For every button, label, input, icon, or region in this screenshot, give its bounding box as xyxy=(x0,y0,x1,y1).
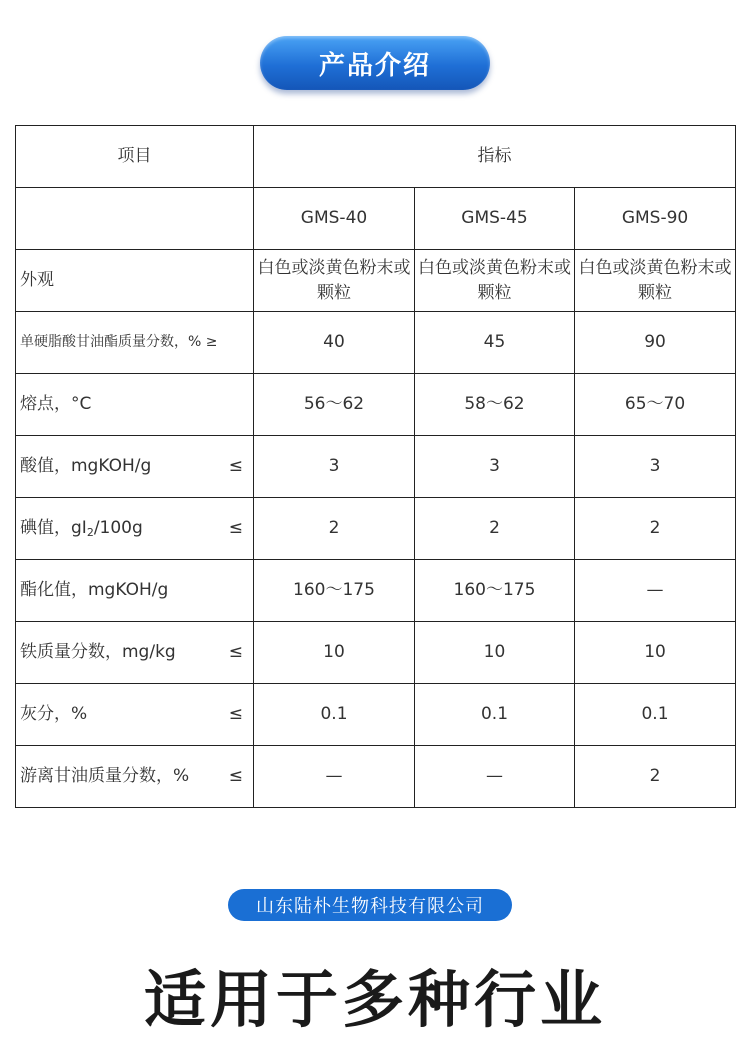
table-cell: 65～70 xyxy=(575,374,736,436)
row-label xyxy=(16,684,254,746)
row-label: 熔点，°C xyxy=(16,374,254,436)
col-header-item: 项目 xyxy=(16,126,254,188)
grade-row xyxy=(16,188,736,250)
table-row xyxy=(16,684,736,746)
table-cell: 3 xyxy=(575,436,736,498)
row-label xyxy=(16,622,254,684)
row-label: 酯化值，mgKOH/g xyxy=(16,560,254,622)
table-row xyxy=(16,560,736,622)
table-cell: — xyxy=(575,560,736,622)
row-label-text xyxy=(20,516,143,541)
row-label-text: 铁质量分数，mg/kg xyxy=(20,642,176,663)
slogan-heading: 适用于多种行业 xyxy=(143,963,606,1036)
table-cell: 10 xyxy=(254,622,415,684)
table-cell: 160～175 xyxy=(254,560,415,622)
row-label: 外观 xyxy=(16,250,254,312)
table-cell: — xyxy=(415,746,575,808)
table-cell: 2 xyxy=(415,498,575,560)
table-row xyxy=(16,746,736,808)
table-cell: 90 xyxy=(575,312,736,374)
table-cell: 0.1 xyxy=(415,684,575,746)
grade-header: GMS-40 xyxy=(254,188,415,250)
row-label xyxy=(16,746,254,808)
table-header-row xyxy=(16,126,736,188)
table-cell: 0.1 xyxy=(575,684,736,746)
grade-header: GMS-90 xyxy=(575,188,736,250)
table-row xyxy=(16,250,736,312)
row-label-post: /100g xyxy=(93,518,143,539)
empty-cell xyxy=(16,188,254,250)
table-cell: 2 xyxy=(575,498,736,560)
table-cell: 白色或淡黄色粉末或颗粒 xyxy=(575,250,736,312)
section-title: 产品介绍 xyxy=(260,36,490,90)
col-header-spec: 指标 xyxy=(254,126,736,188)
table-cell: 2 xyxy=(254,498,415,560)
table-cell: 58～62 xyxy=(415,374,575,436)
table-cell: 白色或淡黄色粉末或颗粒 xyxy=(415,250,575,312)
table-row xyxy=(16,374,736,436)
company-name-badge: 山东陆朴生物科技有限公司 xyxy=(228,889,512,921)
table-cell: 56～62 xyxy=(254,374,415,436)
comparison-symbol: ≤ xyxy=(228,766,243,787)
table-cell: 0.1 xyxy=(254,684,415,746)
row-label xyxy=(16,436,254,498)
table-cell: 45 xyxy=(415,312,575,374)
comparison-symbol: ≤ xyxy=(228,518,243,539)
table-cell: 3 xyxy=(415,436,575,498)
comparison-symbol: ≤ xyxy=(228,642,243,663)
row-label xyxy=(16,498,254,560)
table-row xyxy=(16,498,736,560)
table-cell: 3 xyxy=(254,436,415,498)
table-row xyxy=(16,622,736,684)
row-label-text: 灰分，% xyxy=(20,704,88,725)
row-label-text: 酸值，mgKOH/g xyxy=(20,456,152,477)
spec-table xyxy=(15,125,736,808)
table-cell: 2 xyxy=(575,746,736,808)
row-label-subscript: 2 xyxy=(86,526,94,540)
table-cell: — xyxy=(254,746,415,808)
table-cell: 白色或淡黄色粉末或颗粒 xyxy=(254,250,415,312)
table-cell: 10 xyxy=(575,622,736,684)
table-cell: 10 xyxy=(415,622,575,684)
row-label: 单硬脂酸甘油酯质量分数，% ≥ xyxy=(16,312,254,374)
grade-header: GMS-45 xyxy=(415,188,575,250)
table-cell: 40 xyxy=(254,312,415,374)
table-cell: 160～175 xyxy=(415,560,575,622)
table-row xyxy=(16,436,736,498)
row-label-text: 游离甘油质量分数，% xyxy=(20,766,190,787)
comparison-symbol: ≤ xyxy=(228,456,243,477)
table-row xyxy=(16,312,736,374)
row-label-pre: 碘值，gI xyxy=(20,518,87,539)
comparison-symbol: ≤ xyxy=(228,704,243,725)
